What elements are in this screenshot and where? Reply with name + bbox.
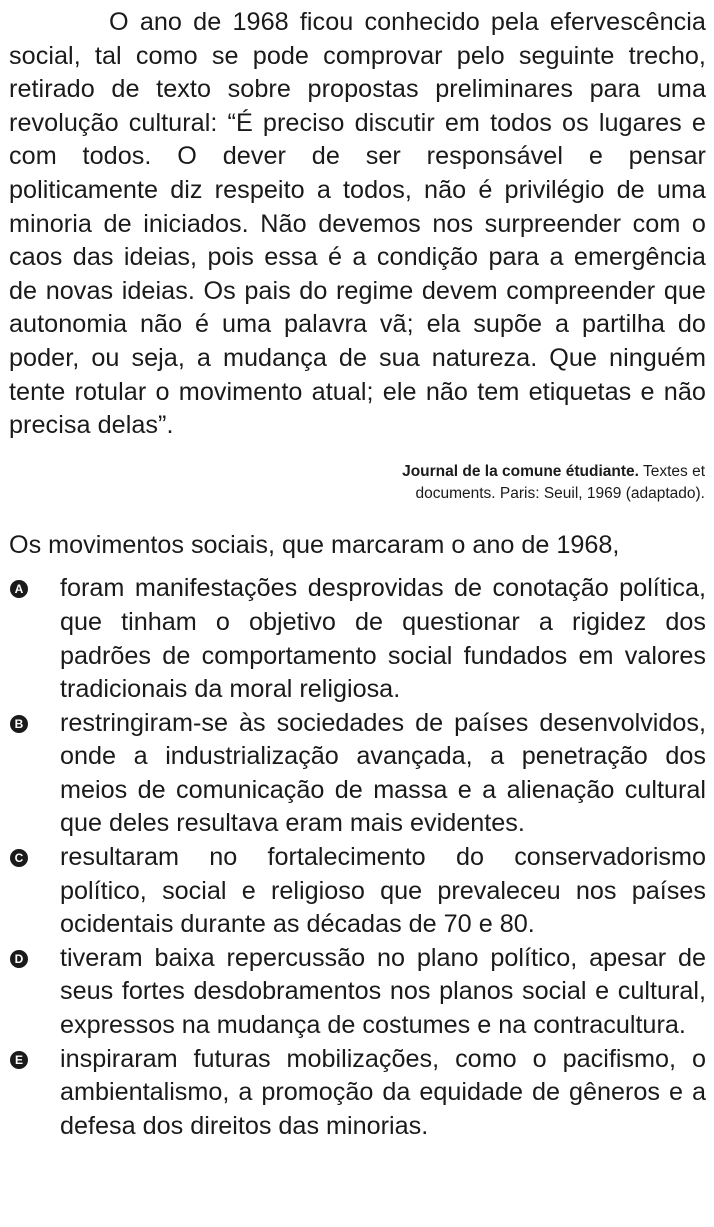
option-d-letter-icon: D: [10, 950, 28, 968]
option-c-text: resultaram no fortalecimento do conservadorismo político, social e religioso que prevaleceu nos países ocidentais durante as décadas de 70 e 80.: [60, 843, 706, 939]
option-d[interactable]: [9, 942, 706, 1043]
option-b-letter-icon: B: [10, 715, 28, 733]
question-stem: Os movimentos sociais, que marcaram o ano de 1968,: [9, 530, 620, 559]
citation-line-2: documents. Paris: Seuil, 1969 (adaptado).: [415, 484, 705, 502]
option-b[interactable]: [9, 707, 706, 841]
citation-line-1: [9, 461, 705, 483]
citation-line-1-rest: Textes et: [638, 462, 705, 480]
option-e-text: inspiraram futuras mobilizações, como o pacifismo, o ambientalismo, a promoção da equidade de gêneros e a defesa dos direitos das minorias.: [60, 1044, 706, 1140]
option-c-letter-icon: C: [10, 849, 28, 867]
option-a[interactable]: [9, 572, 706, 706]
option-e-letter-icon: E: [10, 1051, 28, 1069]
option-a-letter-icon: A: [10, 580, 28, 598]
option-e[interactable]: [9, 1043, 706, 1144]
passage-text: O ano de 1968 ficou conhecido pela efervescência social, tal como se pode comprovar pelo seguinte trecho, retirado de texto sobre propostas preliminares para uma revolução cultural: “É preciso discutir em todos os lugares e com todos. O dever de ser responsável e pensar politicamente diz respeito a todos, não é privilégio de uma minoria de iniciados. Não devemos nos surpreender com o caos das ideias, pois essa é a condição para a emergência de novas ideias. Os pais do regime devem compreender que autonomia não é uma palavra vã; ela supõe a partilha do poder, ou seja, a mudança de sua natureza. Que ninguém tente rotular o movimento atual; ele não tem etiquetas e não precisa delas”.: [9, 8, 706, 440]
option-a-text: foram manifestações desprovidas de conotação política, que tinham o objetivo de questionar a rigidez dos padrões de comportamento social fundados em valores tradicionais da moral religiosa.: [60, 574, 706, 704]
answer-options: [9, 572, 706, 1143]
option-d-text: tiveram baixa repercussão no plano político, apesar de seus fortes desdobramentos nos planos social e cultural, expressos na mudança de costumes e na contracultura.: [60, 943, 706, 1040]
option-c[interactable]: [9, 841, 706, 942]
citation: [9, 461, 705, 505]
citation-title: Journal de la comune étudiante.: [402, 462, 639, 480]
option-b-text: restringiram-se às sociedades de países desenvolvidos, onde a industrialização avançada, a penetração dos meios de comunicação de massa e a alienação cultural que deles resultava eram mais evidentes.: [60, 708, 706, 838]
